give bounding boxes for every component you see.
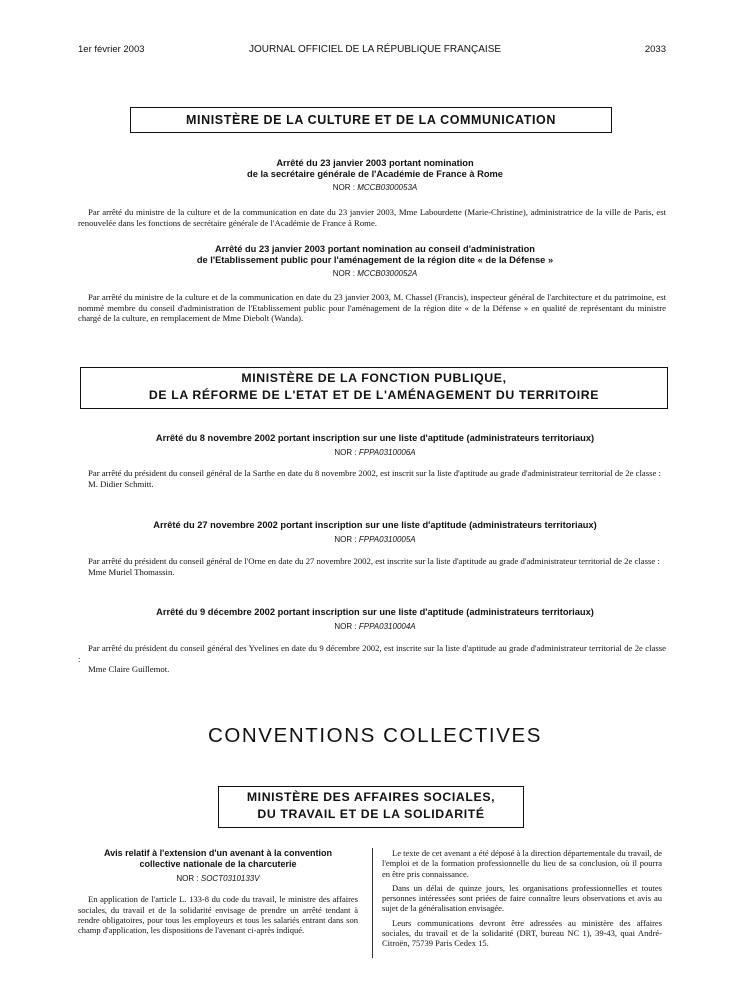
arrete-paragraph: Par arrêté du ministre de la culture et de la communication en date du 23 janvier 2003, Mme Labourdette (Marie-Christine), administratrice de la ville de Paris, est renouvelée dans les fonctions de secrétaire générale de l'Académie de France à Rome. xyxy=(78,207,666,228)
nor-code: MCCB0300052A xyxy=(357,269,418,278)
avis-title-line: collective nationale de la charcuterie xyxy=(139,858,297,869)
avis-paragraph: Le texte de cet avenant a été déposé à la direction départementale du travail, de l'emploi et de la formation professionnelle du lieu de sa conclusion, où il pourra en être pris connaissance. xyxy=(382,848,662,879)
ministry-title-line: MINISTÈRE DES AFFAIRES SOCIALES, xyxy=(246,790,496,804)
ministry-affaires-sociales-box xyxy=(218,786,524,828)
arrete-title xyxy=(0,244,750,266)
ministry-title-line: DU TRAVAIL ET DE LA SOLIDARITÉ xyxy=(257,807,485,821)
avis-title xyxy=(78,848,358,869)
nor-label: NOR : xyxy=(334,622,357,631)
nor-label: NOR : xyxy=(334,535,357,544)
arrete-title-line: de la secrétaire générale de l'Académie de France à Rome xyxy=(247,169,503,179)
nor-code: FPPA0310006A xyxy=(358,448,416,457)
avis-paragraph: Dans un délai de quinze jours, les organisations professionnelles et toutes personnes intéressées sont priées de faire connaître leurs observations et avis au sujet de la généralisation envisagée. xyxy=(382,882,662,914)
arrete-paragraph: Par arrêté du président du conseil général des Yvelines en date du 9 décembre 2002, est inscrite sur la liste d'aptitude au grade d'administrateur territorial de 2e classe : xyxy=(78,643,666,664)
arrete-paragraph: Par arrêté du président du conseil général de l'Orne en date du 27 novembre 2002, est inscrite sur la liste d'aptitude au grade d'administrateur territorial de 2e classe : xyxy=(88,556,660,566)
nor-reference xyxy=(0,622,750,632)
arrete-title-line: de l'Etablissement public pour l'aménagement de la région dite « de la Défense » xyxy=(196,255,554,265)
arrete-title: Arrêté du 9 décembre 2002 portant inscription sur une liste d'aptitude (administrateurs territoriaux) xyxy=(156,607,594,617)
nor-code: SOCT0310133V xyxy=(200,874,260,883)
nor-label: NOR : xyxy=(334,448,357,457)
header-date: 1er février 2003 xyxy=(78,44,145,55)
avis-title-line: Avis relatif à l'extension d'un avenant à la convention xyxy=(103,848,332,858)
nor-label: NOR : xyxy=(332,183,355,192)
arrete-title: Arrêté du 27 novembre 2002 portant inscription sur une liste d'aptitude (administrateurs territoriaux) xyxy=(153,520,597,530)
ministry-fonction-publique-box xyxy=(80,367,668,409)
avis-left-column xyxy=(78,848,358,935)
avis-paragraph: En application de l'article L. 133-8 du code du travail, le ministre des affaires sociales, du travail et de la solidarité envisage de prendre un arrêté tendant à rendre obligatoires, pour tous les employeurs et tous les salariés entrant dans son champ d'application, les dispositions de l'avenant ci-après indiqué. xyxy=(78,894,358,936)
arrete-title-line: Arrêté du 23 janvier 2003 portant nomination xyxy=(276,158,474,168)
nor-label: NOR : xyxy=(332,269,355,278)
nor-code: FPPA0310005A xyxy=(358,535,416,544)
ministry-title-line: MINISTÈRE DE LA FONCTION PUBLIQUE, xyxy=(241,371,507,385)
nor-reference xyxy=(0,535,750,545)
nor-label: NOR : xyxy=(176,874,199,883)
arrete-body xyxy=(78,292,666,324)
arrete-title xyxy=(0,158,750,180)
nor-code: FPPA0310004A xyxy=(358,622,416,631)
arrete-body xyxy=(78,643,666,675)
ministry-title-line: DE LA RÉFORME DE L'ETAT ET DE L'AMÉNAGEMENT DU TERRITOIRE xyxy=(148,388,600,402)
arrete-name: Mme Claire Guillemot. xyxy=(88,664,170,674)
arrete-paragraph: Par arrêté du président du conseil général de la Sarthe en date du 8 novembre 2002, est inscrit sur la liste d'aptitude au grade d'administrateur territorial de 2e classe : xyxy=(88,468,661,478)
arrete-body xyxy=(78,556,666,577)
arrete-body xyxy=(78,207,666,228)
nor-reference xyxy=(0,448,750,458)
arrete-body xyxy=(78,468,666,489)
arrete-paragraph: Par arrêté du ministre de la culture et de la communication en date du 23 janvier 2003, M. Chassel (Francis), inspecteur général de l'architecture et du patrimoine, est nommé membre du conseil d'administration de l'Etablissement public pour l'aménagement de la région dite « de la Défense » en qualité de représentant du ministre chargé de la culture, en remplacement de Mme Diebolt (Wanda). xyxy=(78,292,666,323)
nor-reference xyxy=(0,183,750,193)
section-heading-conventions: CONVENTIONS COLLECTIVES xyxy=(207,724,543,747)
nor-code: MCCB0300053A xyxy=(357,183,418,192)
arrete-title: Arrêté du 8 novembre 2002 portant inscription sur une liste d'aptitude (administrateurs territoriaux) xyxy=(155,433,595,443)
arrete-name: M. Didier Schmitt. xyxy=(88,478,154,489)
ministry-culture-title: MINISTÈRE DE LA CULTURE ET DE LA COMMUNICATION xyxy=(186,113,556,127)
arrete-title-line: Arrêté du 23 janvier 2003 portant nomination au conseil d'administration xyxy=(215,244,535,254)
header-journal-title: JOURNAL OFFICIEL DE LA RÉPUBLIQUE FRANÇAISE xyxy=(248,44,502,55)
avis-right-column xyxy=(382,848,662,949)
ministry-culture-box xyxy=(130,107,612,133)
nor-reference xyxy=(78,874,358,884)
header-page-number: 2033 xyxy=(644,44,666,55)
arrete-name: Mme Muriel Thomassin. xyxy=(88,566,175,577)
avis-paragraph: Leurs communications devront être adressées au ministère des affaires sociales, du travail et de la solidarité (DRT, bureau NC 1), 39-43, quai André-Citroën, 75739 Paris Cedex 15. xyxy=(382,917,662,949)
column-divider xyxy=(372,848,373,958)
nor-reference xyxy=(0,269,750,279)
